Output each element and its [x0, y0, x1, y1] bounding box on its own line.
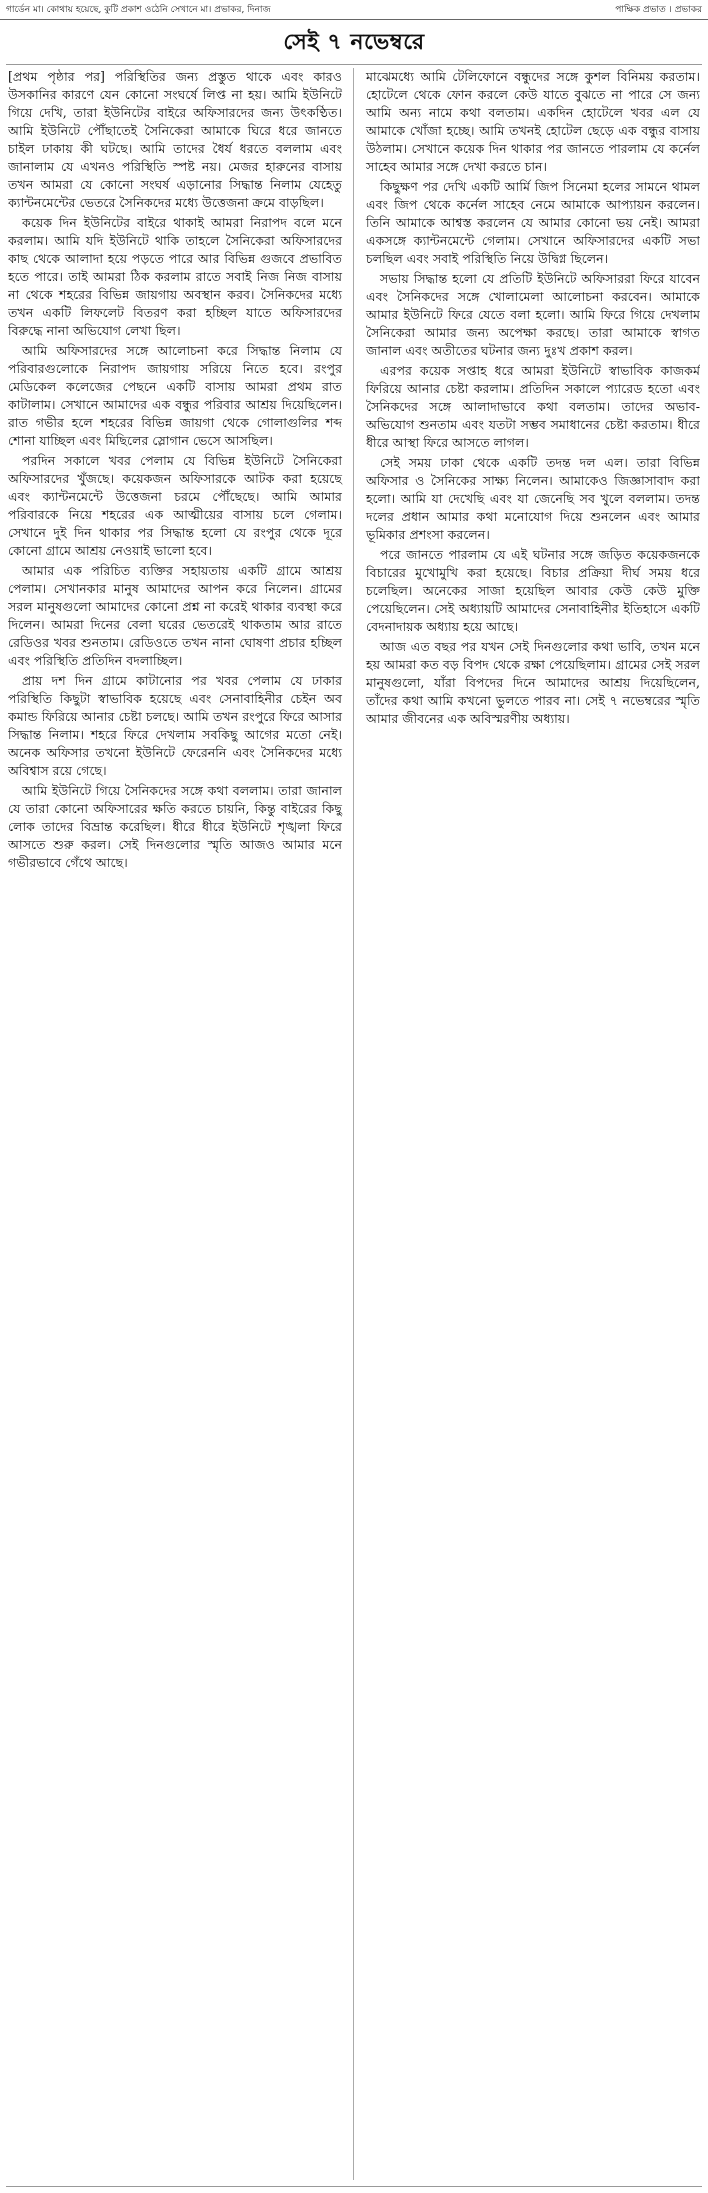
paragraph: পরদিন সকালে খবর পেলাম যে বিভিন্ন ইউনিটে সৈনিকেরা অফিসারদের খুঁজছে। কয়েকজন অফিসারকে আটক করা হয়েছে এবং ক্যান্টনমেন্টে উত্তেজনা চরমে পৌঁছেছে। আমি আমার পরিবারকে নিয়ে শহরের এক আত্মীয়ের বাসায় চলে গেলাম। সেখানে দুই দিন থাকার পর সিদ্ধান্ত হলো যে রংপুর থেকে দূরে কোনো গ্রামে আশ্রয় নেওয়াই ভালো হবে। — [8, 453, 342, 558]
paragraph: আজ এত বছর পর যখন সেই দিনগুলোর কথা ভাবি, তখন মনে হয় আমরা কত বড় বিপদ থেকে রক্ষা পেয়েছিলাম। গ্রামের সেই সরল মানুষগুলো, যাঁরা বিপদের দিনে আমাদের আশ্রয় দিয়েছিলেন, তাঁদের কথা আমি কখনো ভুলতে পারব না। সেই ৭ নভেম্বরের স্মৃতি আমার জীবনের এক অবিস্মরণীয় অধ্যায়। — [366, 639, 700, 726]
title-rule — [6, 64, 702, 65]
header-right-text: পাক্ষিক প্রভাত । প্রভাকর — [615, 5, 702, 15]
paragraph: সভায় সিদ্ধান্ত হলো যে প্রতিটি ইউনিটে অফিসাররা ফিরে যাবেন এবং সৈনিকদের সঙ্গে খোলামেলা আলোচনা করবেন। আমাকে আমার ইউনিটে ফিরে যেতে বলা হলো। আমি ফিরে গিয়ে দেখলাম সৈনিকেরা আমার জন্য অপেক্ষা করছে। তারা আমাকে স্বাগত জানাল এবং অতীতের ঘটনার জন্য দুঃখ প্রকাশ করল। — [366, 271, 700, 358]
paragraph: আমি অফিসারদের সঙ্গে আলোচনা করে সিদ্ধান্ত নিলাম যে পরিবারগুলোকে নিরাপদ জায়গায় সরিয়ে নিতে হবে। রংপুর মেডিকেল কলেজের পেছনে একটি বাসায় আমরা প্রথম রাত কাটালাম। সেখানে আমাদের এক বন্ধুর পরিবার আশ্রয় দিয়েছিলেন। রাত গভীর হলে শহরের বিভিন্ন জায়গা থেকে গোলাগুলির শব্দ শোনা যাচ্ছিল এবং মিছিলের স্লোগান ভেসে আসছিল। — [8, 343, 342, 448]
column-divider — [353, 68, 354, 2180]
paragraph: সেই সময় ঢাকা থেকে একটি তদন্ত দল এল। তারা বিভিন্ন অফিসার ও সৈনিকের সাক্ষ্য নিলেন। আমাকেও জিজ্ঞাসাবাদ করা হলো। আমি যা দেখেছি এবং যা জেনেছি সব খুলে বললাম। তদন্ত দলের প্রধান আমার কথা মনোযোগ দিয়ে শুনলেন এবং আমার ভূমিকার প্রশংসা করলেন। — [366, 455, 700, 542]
article-column-right — [360, 68, 700, 2180]
paragraph: এরপর কয়েক সপ্তাহ ধরে আমরা ইউনিটে স্বাভাবিক কাজকর্ম ফিরিয়ে আনার চেষ্টা করলাম। প্রতিদিন সকালে প্যারেড হতো এবং সৈনিকদের সঙ্গে আলাদাভাবে কথা বলতাম। তাদের অভাব-অভিযোগ শুনতাম এবং যতটা সম্ভব সমাধানের চেষ্টা করতাম। ধীরে ধীরে আস্থা ফিরে আসতে লাগল। — [366, 363, 700, 450]
article-title: সেই ৭ নভেম্বরে — [283, 29, 425, 55]
page-header-strip — [0, 0, 708, 20]
paragraph: আমি ইউনিটে গিয়ে সৈনিকদের সঙ্গে কথা বললাম। তারা জানাল যে তারা কোনো অফিসারের ক্ষতি করতে চায়নি, কিন্তু বাইরের কিছু লোক তাদের বিভ্রান্ত করেছিল। ধীরে ধীরে ইউনিটে শৃঙ্খলা ফিরে আসতে শুরু করল। সেই দিনগুলোর স্মৃতি আজও আমার মনে গভীরভাবে গেঁথে আছে। — [8, 783, 342, 870]
paragraph: পরে জানতে পারলাম যে এই ঘটনার সঙ্গে জড়িত কয়েকজনকে বিচারের মুখোমুখি করা হয়েছে। বিচার প্রক্রিয়া দীর্ঘ সময় ধরে চলেছিল। অনেকের সাজা হয়েছিল আবার কেউ কেউ মুক্তি পেয়েছিলেন। সেই অধ্যায়টি আমাদের সেনাবাহিনীর ইতিহাসে একটি বেদনাদায়ক অধ্যায় হয়ে আছে। — [366, 547, 700, 634]
footer-rule — [6, 2186, 702, 2187]
header-left-text: গার্ডেন মা। কোথায় হয়েছে, কুটি প্রকাশ ওঠেনি সেখানে মা। প্রভাকর, দিনাজ — [6, 5, 271, 15]
paragraph: প্রায় দশ দিন গ্রামে কাটানোর পর খবর পেলাম যে ঢাকার পরিস্থিতি কিছুটা স্বাভাবিক হয়েছে এবং সেনাবাহিনীর চেইন অব কমান্ড ফিরিয়ে আনার চেষ্টা চলছে। আমি তখন রংপুরে ফিরে আসার সিদ্ধান্ত নিলাম। শহরে ফিরে দেখলাম সবকিছু আগের মতো নেই। অনেক অফিসার তখনো ইউনিটে ফেরেননি এবং সৈনিকদের মধ্যে অবিশ্বাস রয়ে গেছে। — [8, 673, 342, 778]
paragraph: আমার এক পরিচিত ব্যক্তির সহায়তায় একটি গ্রামে আশ্রয় পেলাম। সেখানকার মানুষ আমাদের আপন করে নিলেন। গ্রামের সরল মানুষগুলো আমাদের কোনো প্রশ্ন না করেই থাকার ব্যবস্থা করে দিলেন। আমরা দিনের বেলা ঘরের ভেতরেই থাকতাম আর রাতে রেডিওর খবর শুনতাম। রেডিওতে তখন নানা ঘোষণা প্রচার হচ্ছিল এবং পরিস্থিতি প্রতিদিন বদলাচ্ছিল। — [8, 563, 342, 668]
paragraph: কয়েক দিন ইউনিটের বাইরে থাকাই আমরা নিরাপদ বলে মনে করলাম। আমি যদি ইউনিটে থাকি তাহলে সৈনিকেরা অফিসারদের কাছ থেকে আলাদা হয়ে পড়তে পারে আর বিভিন্ন গুজবে প্রভাবিত হতে পারে। তাই আমরা ঠিক করলাম রাতে সবাই নিজ নিজ বাসায় না থেকে শহরের বিভিন্ন জায়গায় অবস্থান করব। সৈনিকদের মধ্যে তখন একটি লিফলেট বিতরণ করা হচ্ছিল যাতে অফিসারদের বিরুদ্ধে নানা অভিযোগ লেখা ছিল। — [8, 215, 342, 338]
paragraph: কিছুক্ষণ পর দেখি একটি আর্মি জিপ সিনেমা হলের সামনে থামল এবং জিপ থেকে কর্নেল সাহেব নেমে আমাকে আপ্যায়ন করলেন। তিনি আমাকে আশ্বস্ত করলেন যে আমার কোনো ভয় নেই। আমরা একসঙ্গে ক্যান্টনমেন্টে গেলাম। সেখানে অফিসারদের একটি সভা চলছিল এবং সবাই পরিস্থিতি নিয়ে উদ্বিগ্ন ছিলেন। — [366, 179, 700, 266]
article-title-block — [0, 26, 708, 60]
paragraph: মাঝেমধ্যে আমি টেলিফোনে বন্ধুদের সঙ্গে কুশল বিনিময় করতাম। হোটেলে থেকে ফোন করলে কেউ যাতে বুঝতে না পারে সে জন্য আমি অন্য নামে কথা বলতাম। একদিন হোটেলে খবর এল যে আমাকে খোঁজা হচ্ছে। আমি তখনই হোটেল ছেড়ে এক বন্ধুর বাসায় উঠলাম। সেখানে কয়েক দিন থাকার পর জানতে পারলাম যে কর্নেল সাহেব আমার সঙ্গে দেখা করতে চান। — [366, 69, 700, 174]
article-column-left — [8, 68, 348, 2180]
paragraph: [প্রথম পৃষ্ঠার পর] পরিস্থিতির জন্য প্রস্তুত থাকে এবং কারও উসকানির কারণে যেন কোনো সংঘর্ষে লিপ্ত না হয়। আমি ইউনিটে গিয়ে দেখি, তারা ইউনিটের বাইরে অফিসারদের জন্য উৎকণ্ঠিত। আমি ইউনিটে পৌঁছাতেই সৈনিকেরা আমাকে ঘিরে ধরে জানতে চাইল ঢাকায় কী ঘটছে। আমি তাদের ধৈর্য ধরতে বললাম এবং জানালাম যে এখনও পরিস্থিতি স্পষ্ট নয়। মেজর হারুনের বাসায় তখন আমরা যে কোনো সংঘর্ষ এড়ানোর সিদ্ধান্ত নিলাম যেহেতু ক্যান্টনমেন্টের ভেতরে সৈনিকদের মধ্যে উত্তেজনা ক্রমে বাড়ছিল। — [8, 69, 342, 210]
